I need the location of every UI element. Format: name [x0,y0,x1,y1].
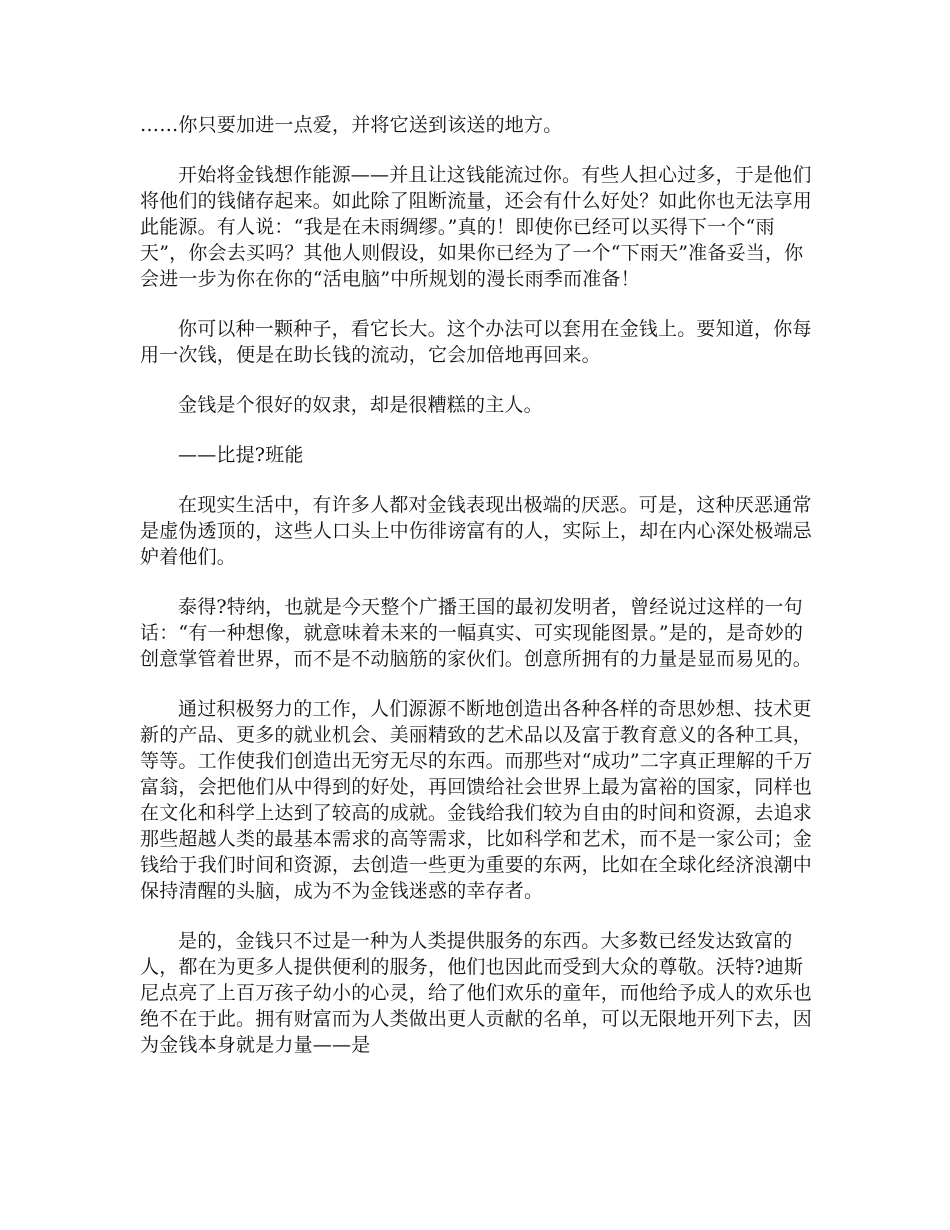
paragraph-7: 是的，金钱只不过是一种为人类提供服务的东西。大多数已经发达致富的人，都在为更多人提供便利的服务，他们也因此而受到大众的尊敬。沃特?迪斯尼点亮了上百万孩子幼小的心灵，给了他们欢乐的童年，而他给予成人的欢乐也绝不在于此。拥有财富而为人类做出更人贡献的名单，可以无限地开列下去，因为金钱本身就是力量——是 [140,930,813,1056]
paragraph-6: 通过积极努力的工作，人们源源不断地创造出各种各样的奇思妙想、技术更新的产品、更多的就业机会、美丽精致的艺术品以及富于教育意义的各种工具，等等。工作使我们创造出无穷无尽的东西。而那些对“成功”二字真正理解的千万富翁，会把他们从中得到的好处，再回馈给社会世界上最为富裕的国家，同样也在文化和科学上达到了较高的成就。金钱给我们较为自由的时间和资源，去追求那些超越人类的最基本需求的高等需求，比如科学和艺术，而不是一家公司；金钱给于我们时间和资源，去创造一些更为重要的东两，比如在全球化经济浪潮中保持清醒的头脑，成为不为金钱迷惑的幸存者。 [140,698,813,902]
paragraph-5: 泰得?特纳，也就是今天整个广播王国的最初发明者，曾经说过这样的一句话：“有一种想像，就意味着未来的一幅真实、可实现能图景。”是的，是奇妙的创意掌管着世界，而不是不动脑筋的家伙们。创意所拥有的力量是显而易见的。 [140,596,813,670]
quote-attribution: ——比提?班能 [178,444,304,466]
paragraph-1: ……你只要加进一点爱，并将它送到该送的地方。 [140,114,563,136]
quote-line: 金钱是个很好的奴隶，却是很糟糕的主人。 [178,394,543,416]
paragraph-2: 开始将金钱想作能源——并且让这钱能流过你。有些人担心过多，于是他们将他们的钱储存起来。如此除了阻断流量，还会有什么好处？如此你也无法享用此能源。有人说：“我是在未雨绸缪。”真的！即使你已经可以买得下一个“雨天”，你会去买吗？其他人则假设，如果你已经为了一个“下雨天”准备妥当，你会进一步为你在你的“活电脑”中所规划的漫长雨季而准备！ [140,164,813,290]
paragraph-3: 你可以种一颗种子，看它长大。这个办法可以套用在金钱上。要知道，你每用一次钱，便是在助长钱的流动，它会加倍地再回来。 [140,318,812,366]
paragraph-4: 在现实生活中，有许多人都对金钱表现出极端的厌恶。可是，这种厌恶通常是虚伪透顶的，这些人口头上中伤徘谤富有的人，实际上，却在内心深处极端忌妒着他们。 [140,494,813,568]
document-body [140,112,820,1082]
